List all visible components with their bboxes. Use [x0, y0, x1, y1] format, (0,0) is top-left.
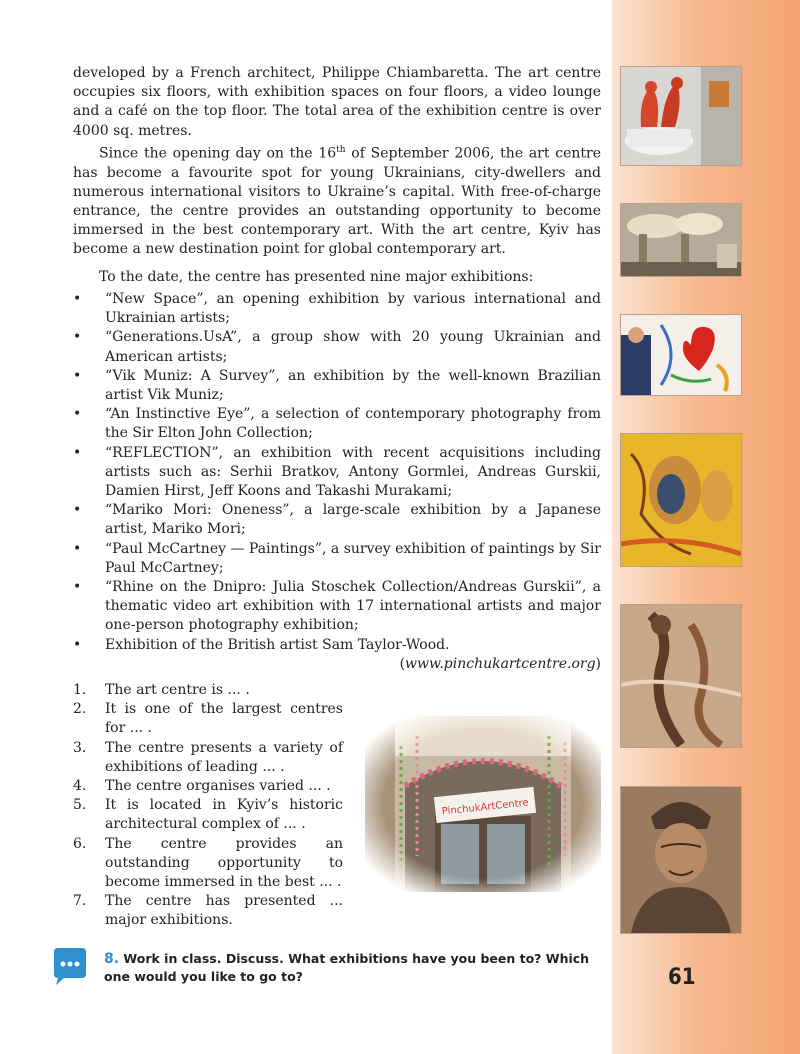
list-item [73, 367, 601, 405]
question-number: 4. [73, 778, 87, 795]
bullet: • [73, 502, 82, 519]
questions-list [73, 681, 343, 931]
exhibition-text: “Mariko Mori: Oneness”, a large-scale exhibition by a Japanese artist, Mariko Mori; [105, 502, 601, 538]
question-text: The centre has presented ... major exhibitions. [105, 893, 343, 929]
list-item [73, 681, 343, 700]
thumbnail-yellow-face-painting [620, 433, 742, 567]
intro-text [73, 64, 601, 260]
source-open-paren: ( [399, 656, 406, 672]
intro-paragraph-3: To the date, the centre has presented nine major exhibitions: [99, 269, 534, 285]
question-text: The art centre is ... . [105, 682, 250, 698]
question-text: The centre presents a variety of exhibitions of leading ... . [105, 739, 343, 775]
task-number: 8. [104, 951, 120, 967]
exhibitions-list [73, 290, 601, 655]
source-citation [73, 655, 601, 674]
task-8 [104, 950, 604, 986]
bullet: • [73, 329, 82, 346]
bullet: • [73, 636, 82, 653]
list-item [73, 540, 601, 578]
thumbnail-red-sculpture [620, 66, 742, 166]
list-item [73, 328, 601, 366]
task-text: Work in class. Discuss. What exhibitions have you been to? Which one would you like to go to? [104, 951, 590, 984]
bullet: • [73, 444, 82, 461]
exhibition-text: “Generations.UsA”, a group show with 20 young Ukrainian and American artists; [105, 329, 601, 365]
list-item [73, 796, 343, 834]
source-url[interactable]: www.pinchukartcentre.org [405, 656, 596, 672]
list-item [73, 444, 601, 502]
exhibition-text: “REFLECTION”, an exhibition with recent acquisitions including artists such as: Serhii Bratkov, Antony Gormlei, Andreas Gurskii, Damien Hirst, Jeff Koons and Takashi Murakami; [105, 444, 601, 500]
bullet: • [73, 367, 82, 384]
list-item [73, 290, 601, 328]
bullet: • [73, 291, 82, 307]
p2-superscript: th [336, 144, 346, 155]
exhibition-text: “Paul McCartney — Paintings”, a survey exhibition of paintings by Sir Paul McCartney; [105, 540, 601, 576]
chat-bubble-icon [50, 946, 90, 986]
source-close-paren: ) [595, 656, 601, 672]
bullet: • [73, 540, 82, 557]
question-text: The centre organises varied ... . [105, 778, 331, 795]
list-item [73, 405, 601, 443]
list-item [73, 700, 343, 738]
exhibition-text: “Vik Muniz: A Survey”, an exhibition by the well-known Brazilian artist Vik Muniz; [105, 367, 601, 404]
thumbnail-figures-installation [620, 203, 742, 277]
question-text: It is one of the largest centres for ... . [105, 701, 343, 737]
question-text: The centre provides an outstanding opportunity to become immersed in the best ... . [105, 835, 343, 891]
exhibition-text: “Rhine on the Dnipro: Julia Stoschek Collection/Andreas Gurskii”, a thematic video art exhibition with 17 international artists and major one-person photography exhibition; [105, 579, 601, 634]
exhibition-text: “New Space”, an opening exhibition by various international and Ukrainian artists; [105, 291, 601, 327]
intro-paragraph-2 [73, 141, 601, 260]
thumbnail-artist-heart-painting [620, 314, 742, 396]
art-centre-entrance-photo [365, 716, 601, 892]
thumbnail-woman-portrait [620, 786, 742, 934]
thumbnail-mosaic-figure [620, 604, 742, 748]
list-item [73, 578, 601, 636]
question-number: 5. [73, 797, 87, 814]
bullet: • [73, 579, 82, 596]
list-item [73, 892, 343, 930]
list-item [73, 739, 343, 777]
question-number: 2. [73, 701, 87, 718]
list-item [73, 501, 601, 539]
list-item [73, 636, 601, 655]
question-number: 7. [73, 893, 87, 910]
list-item [73, 777, 343, 796]
question-number: 3. [73, 739, 87, 756]
p2-text-start: Since the opening day on the 16 [99, 145, 337, 162]
page-number: 61 [668, 965, 696, 990]
question-text: It is located in Kyiv’s historic architectural complex of ... . [105, 797, 343, 833]
bullet: • [73, 406, 82, 423]
question-number: 6. [73, 835, 87, 852]
exhibition-text: Exhibition of the British artist Sam Taylor-Wood. [105, 636, 450, 653]
question-number: 1. [73, 682, 87, 698]
exhibitions-intro [73, 268, 601, 287]
list-item [73, 835, 343, 893]
exhibition-text: “An Instinctive Eye”, a selection of contemporary photography from the Sir Elton John Collection; [105, 406, 601, 442]
intro-paragraph-1: developed by a French architect, Philippe Chiambaretta. The art centre occupies six floors, with exhibition spaces on four floors, a video lounge and a café on the top floor. The total area of the exhibition centre is over 4000 sq. metres. [73, 65, 601, 139]
p2-text-end: of September 2006, the art centre has become a favourite spot for young Ukrainians, city-dwellers and numerous international visitors to Ukraine’s capital. With free-of-charge entrance, the centre provides an outstanding opportunity to become immersed in the best contemporary art. With the art centre, Kyiv has become a new destination point for global contemporary art. [73, 145, 601, 258]
